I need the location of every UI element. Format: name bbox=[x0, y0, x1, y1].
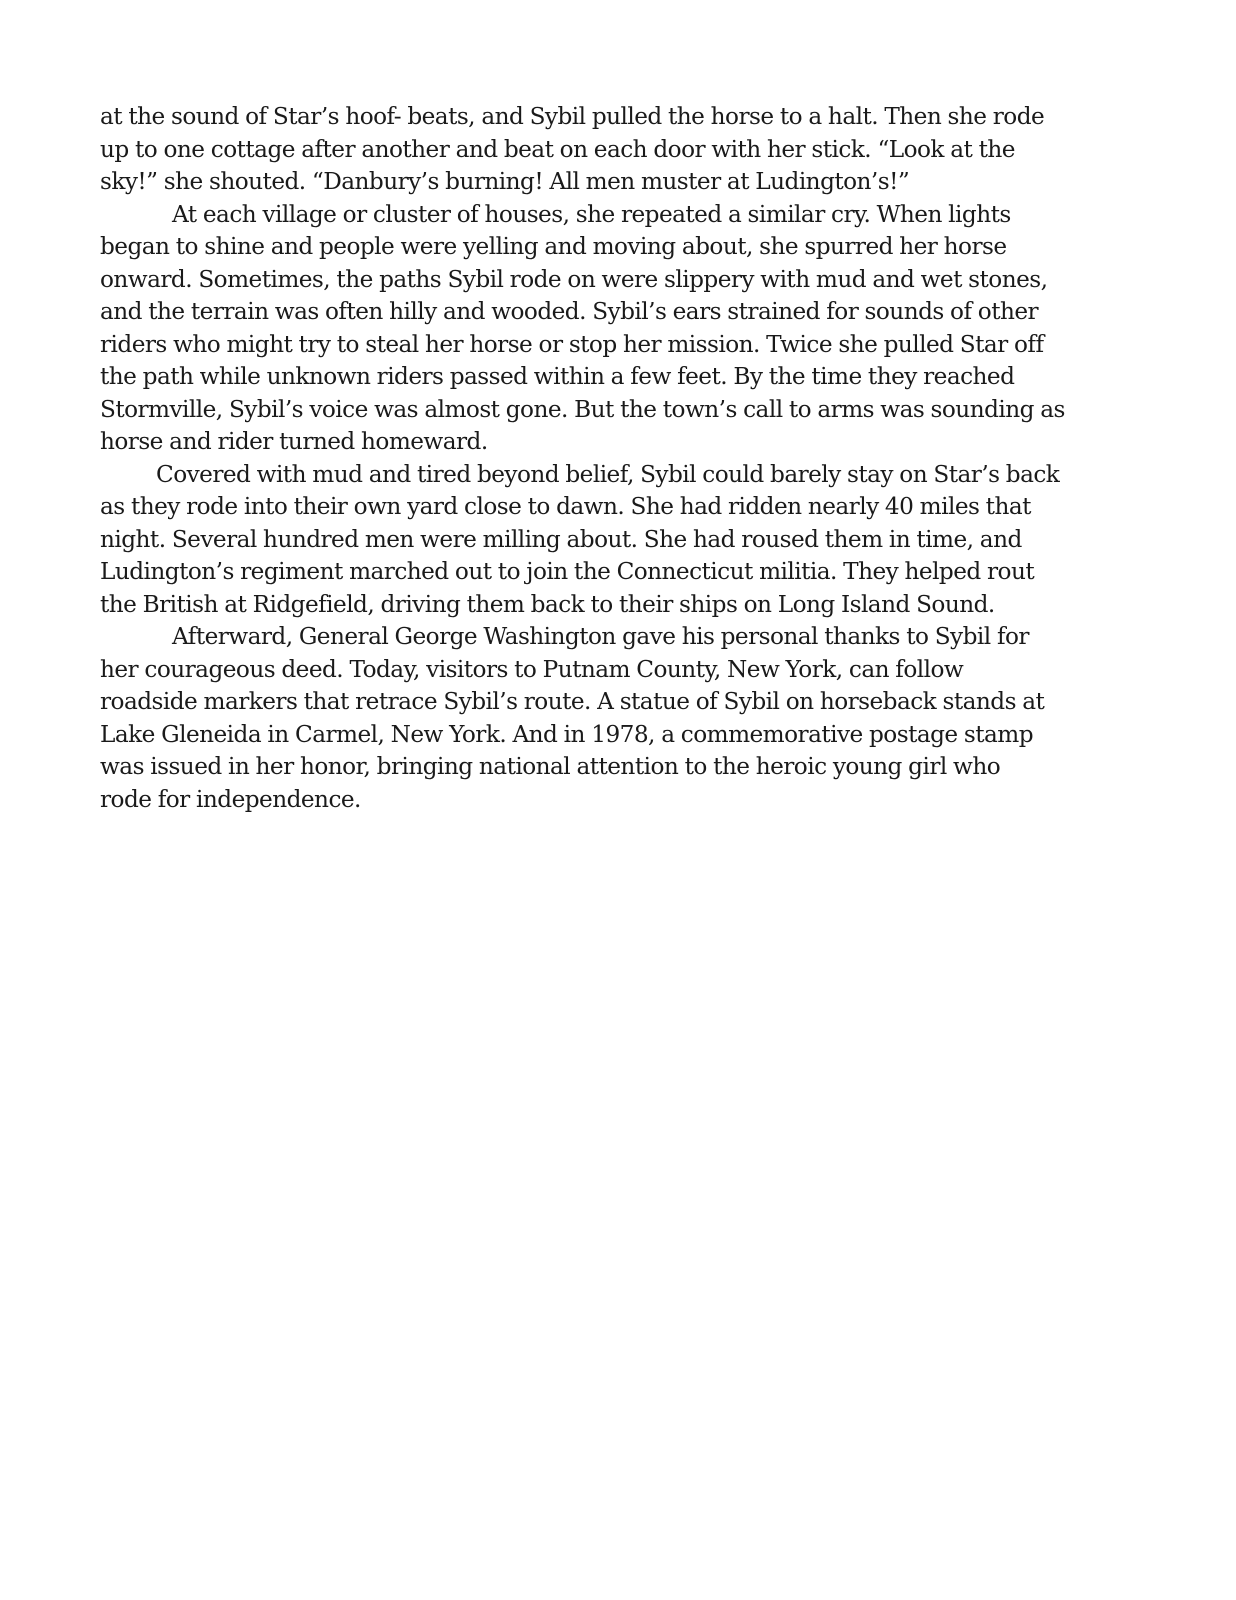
text-line: horse and rider turned homeward. bbox=[100, 428, 488, 455]
text-line: onward. Sometimes, the paths Sybil rode on were slippery with mud and wet stones, bbox=[100, 265, 1048, 293]
text-line: Lake Gleneida in Carmel, New York. And in 1978, a commemorative postage stamp bbox=[100, 720, 1034, 748]
text-line: Ludington’s regiment marched out to join the Connecticut militia. They helped rout bbox=[100, 558, 1035, 585]
text-line: as they rode into their own yard close to dawn. She had ridden nearly 40 miles that bbox=[100, 493, 1031, 520]
text-line: roadside markers that retrace Sybil’s route. A statue of Sybil on horseback stands at bbox=[100, 688, 1045, 715]
text-line: the path while unknown riders passed within a few feet. By the time they reached bbox=[100, 363, 1015, 390]
text-line: night. Several hundred men were milling about. She had roused them in time, and bbox=[100, 525, 1022, 553]
paragraph-4 bbox=[100, 621, 1115, 816]
text-line: up to one cottage after another and beat on each door with her stick. “Look at the bbox=[100, 135, 1015, 163]
text-line: at the sound of Star’s hoof- beats, and Sybil pulled the horse to a halt. Then she rode bbox=[100, 103, 1045, 130]
paragraph-2 bbox=[100, 199, 1115, 459]
text-line: rode for independence. bbox=[100, 785, 361, 813]
document-page bbox=[100, 101, 1115, 816]
text-line: sky!” she shouted. “Danbury’s burning! All men muster at Ludington’s!” bbox=[100, 168, 910, 195]
text-line: began to shine and people were yelling and moving about, she spurred her horse bbox=[100, 233, 1007, 260]
text-line: the British at Ridgefield, driving them back to their ships on Long Island Sound. bbox=[100, 590, 995, 618]
text-line: Stormville, Sybil’s voice was almost gone. But the town’s call to arms was sounding as bbox=[100, 395, 1065, 423]
text-line: riders who might try to steal her horse or stop her mission. Twice she pulled Star off bbox=[100, 330, 1044, 358]
text-line: Covered with mud and tired beyond belief, Sybil could barely stay on Star’s back bbox=[156, 460, 1060, 488]
text-line: and the terrain was often hilly and wooded. Sybil’s ears strained for sounds of other bbox=[100, 298, 1039, 325]
paragraph-3 bbox=[100, 459, 1115, 622]
text-line: At each village or cluster of houses, she repeated a similar cry. When lights bbox=[172, 200, 1011, 228]
text-line: Afterward, General George Washington gave his personal thanks to Sybil for bbox=[172, 623, 1029, 650]
text-line: her courageous deed. Today, visitors to Putnam County, New York, can follow bbox=[100, 655, 964, 683]
paragraph-1 bbox=[100, 101, 1115, 199]
text-line: was issued in her honor, bringing national attention to the heroic young girl who bbox=[100, 753, 1001, 780]
